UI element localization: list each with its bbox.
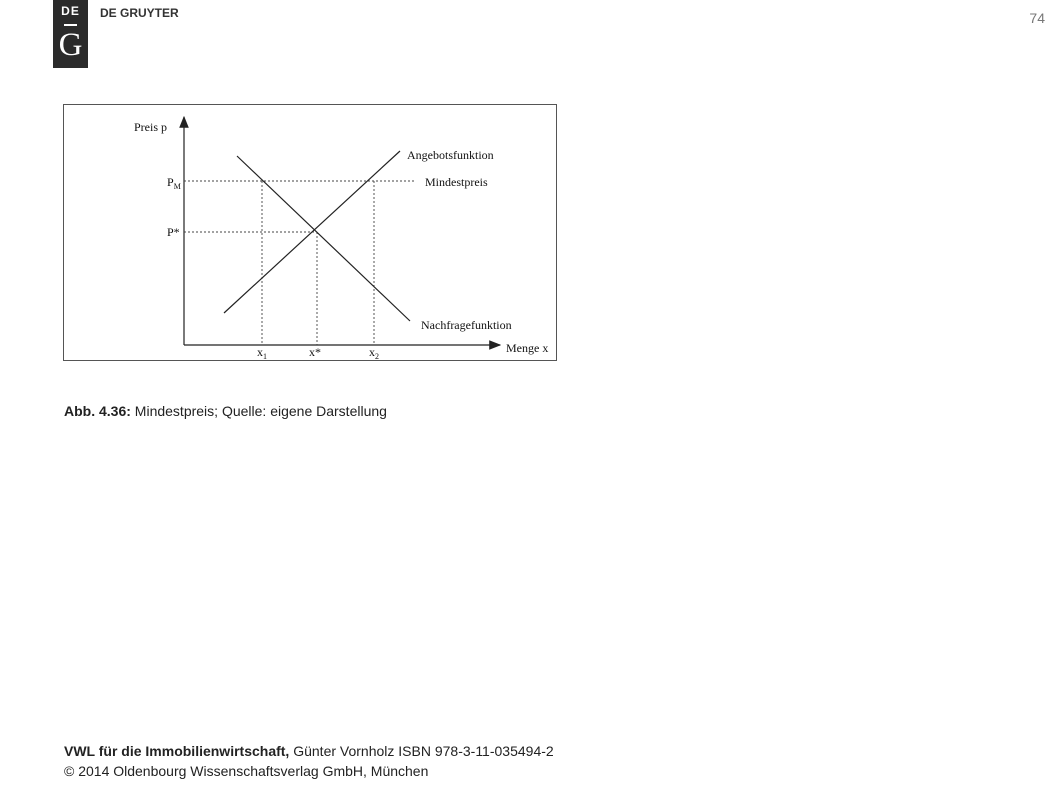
caption-text: Mindestpreis; Quelle: eigene Darstellung (130, 403, 387, 419)
footer-line-1 (64, 741, 554, 761)
figure-caption (64, 403, 387, 419)
copyright: © 2014 Oldenbourg Wissenschaftsverlag GmbH, München (64, 763, 429, 779)
logo-g-text: G (58, 27, 83, 63)
degruyter-logo (53, 0, 88, 68)
x2-label-sub: 2 (375, 352, 379, 361)
supply-label: Angebotsfunktion (407, 148, 494, 162)
publisher-name: DE GRUYTER (100, 6, 179, 20)
xstar-label: x* (309, 345, 321, 359)
author-isbn: Günter Vornholz ISBN 978-3-11-035494-2 (289, 743, 554, 759)
x-axis-label: Menge x (506, 341, 549, 355)
logo-de-text: DE (61, 4, 80, 18)
supply-curve (224, 151, 400, 313)
page-number: 74 (1029, 10, 1045, 26)
logo-bar (64, 24, 77, 26)
min-price-label: Mindestpreis (425, 175, 488, 189)
pstar-label: P* (167, 225, 180, 239)
figure-frame (63, 104, 557, 361)
pm-label-main: P (167, 175, 174, 189)
x1-label-sub: 1 (263, 352, 267, 361)
x2-label-main: x (369, 345, 375, 359)
x1-label (257, 345, 267, 361)
y-axis-label: Preis p (134, 120, 167, 134)
x1-label-main: x (257, 345, 263, 359)
demand-label: Nachfragefunktion (421, 318, 512, 332)
caption-prefix: Abb. 4.36: (64, 403, 131, 419)
x2-label (369, 345, 379, 361)
supply-demand-diagram (64, 105, 558, 362)
pm-label-sub: M (173, 182, 181, 191)
pm-label (167, 175, 181, 191)
book-title: VWL für die Immobilienwirtschaft, (64, 743, 290, 759)
footer (64, 741, 554, 781)
